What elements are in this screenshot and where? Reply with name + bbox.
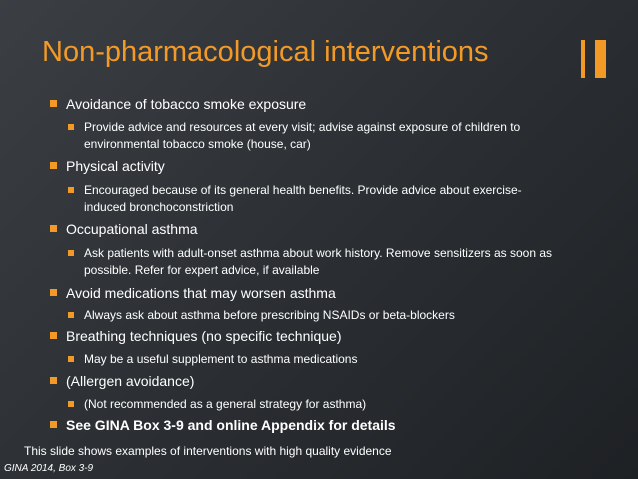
bullet-label: Physical activity xyxy=(66,158,165,174)
square-bullet-icon xyxy=(50,100,57,107)
square-bullet-icon xyxy=(68,356,74,362)
square-bullet-icon xyxy=(68,187,74,193)
bullet-label: Breathing techniques (no specific technique) xyxy=(66,328,342,344)
sub-bullet-text: Ask patients with adult-onset asthma about work history. Remove sensitizers as soon as possible. Refer for expert advice, if available xyxy=(84,246,552,277)
square-bullet-icon xyxy=(50,162,57,169)
square-bullet-icon xyxy=(50,377,57,384)
sub-bullet-text: Always ask about asthma before prescribing NSAIDs or beta-blockers xyxy=(84,308,455,322)
bullet-label: (Allergen avoidance) xyxy=(66,373,195,389)
slide-note: This slide shows examples of interventions with high quality evidence xyxy=(24,444,392,458)
title-decoration-bar-thick xyxy=(595,40,606,78)
square-bullet-icon xyxy=(50,421,57,428)
square-bullet-icon xyxy=(50,289,57,296)
source-citation: GINA 2014, Box 3-9 xyxy=(4,463,94,474)
square-bullet-icon xyxy=(50,225,57,232)
sub-bullet-text: Encouraged because of its general health benefits. Provide advice about exercise-induced bronchoconstriction xyxy=(84,183,522,214)
sub-bullet-text: (Not recommended as a general strategy for asthma) xyxy=(84,397,367,411)
sub-bullet-text: Provide advice and resources at every visit; advise against exposure of children to environmental tobacco smoke (house, car) xyxy=(84,120,521,151)
square-bullet-icon xyxy=(68,124,74,130)
bullet-label: Avoid medications that may worsen asthma xyxy=(66,285,336,301)
bullet-label: Avoidance of tobacco smoke exposure xyxy=(66,96,307,112)
bullet-label: Occupational asthma xyxy=(66,221,198,237)
sub-bullet-text: May be a useful supplement to asthma medications xyxy=(84,352,358,366)
square-bullet-icon xyxy=(50,332,57,339)
square-bullet-icon xyxy=(68,312,74,318)
slide-title: Non-pharmacological interventions xyxy=(42,36,489,68)
square-bullet-icon xyxy=(68,401,74,407)
square-bullet-icon xyxy=(68,250,74,256)
bullet-label: See GINA Box 3-9 and online Appendix for details xyxy=(66,417,396,433)
title-decoration-bar-thin xyxy=(581,40,585,78)
